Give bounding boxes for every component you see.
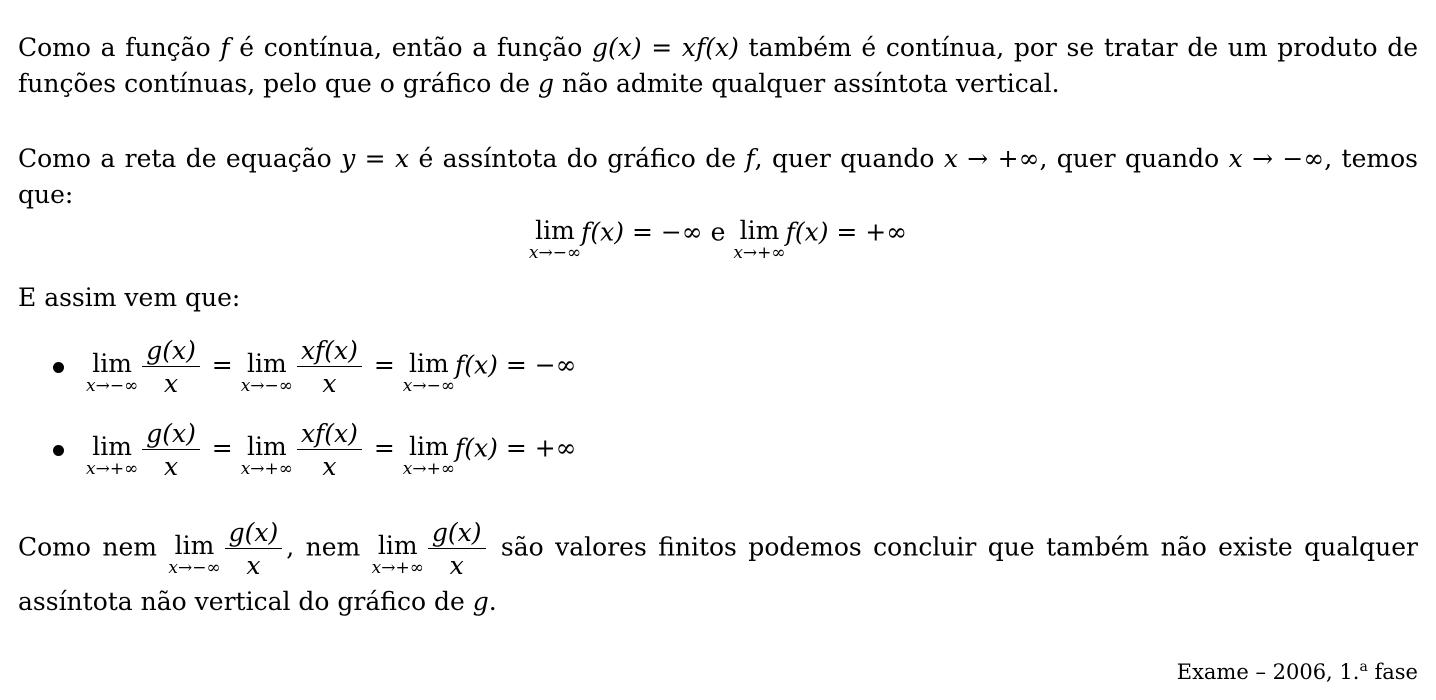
text: Como nem — [18, 532, 169, 562]
denominator: x — [246, 551, 261, 580]
numerator: xf(x) — [297, 421, 362, 450]
denominator: x — [164, 452, 179, 481]
text: Como a função — [18, 33, 221, 62]
text: é contínua, então a função — [229, 33, 592, 62]
numerator: g(x) — [142, 338, 200, 367]
fraction — [142, 338, 200, 396]
bullet-icon — [53, 445, 64, 456]
paragraph-intro-bullets: E assim vem que: — [18, 283, 241, 312]
lim-operator: lim — [535, 216, 575, 245]
lim-subscript: x→+∞ — [371, 558, 424, 578]
lim-subscript: x→−∞ — [168, 558, 221, 578]
text: , nem — [286, 532, 372, 562]
paragraph-conclusion — [18, 520, 1418, 626]
numerator: g(x) — [428, 520, 486, 549]
bullet-item-minus-inf: lim x→−∞ $\frac{g(x)}{x}$ = lim x→−∞ $\frac{xf(x)}{x}$ = lim x→−∞ f(x) = −∞ — [53, 338, 577, 396]
lim-operator: lim — [739, 216, 780, 245]
math-g: g — [472, 587, 489, 616]
fraction — [142, 421, 200, 479]
text: , temos que: — [18, 144, 1418, 209]
lim-operator: lim — [409, 349, 449, 378]
limit — [86, 351, 138, 395]
lim-operator: lim — [409, 432, 449, 461]
lim-subscript: x→+∞ — [402, 459, 456, 479]
math-x-to-plus-inf: x → +∞ — [943, 144, 1040, 173]
math-f: f — [745, 144, 755, 173]
limit-minus-inf — [529, 218, 581, 262]
bullet-item-plus-inf: lim x→+∞ $\frac{g(x)}{x}$ = lim x→+∞ $\frac{xf(x)}{x}$ = lim x→+∞ f(x) = +∞ — [53, 421, 577, 479]
limit-result: f(x) = +∞ — [455, 433, 577, 463]
lim-operator: lim — [377, 531, 418, 560]
bullet-icon — [53, 362, 64, 373]
lim-subscript: x→−∞ — [86, 376, 139, 396]
limit-result: f(x) = −∞ — [455, 350, 577, 380]
limit — [86, 434, 138, 478]
solution-page — [18, 0, 1418, 700]
limit — [241, 434, 293, 478]
text: é assíntota do gráfico de — [409, 144, 746, 173]
denominator: x — [322, 452, 337, 481]
limit-expression: f(x) = −∞ — [581, 217, 703, 247]
exam-source — [1177, 652, 1418, 687]
math-f: f — [220, 33, 230, 62]
exam-label: Exame – 2006, 1. — [1176, 660, 1360, 684]
lim-operator: lim — [246, 432, 287, 461]
limit — [168, 533, 220, 577]
lim-subscript: x→+∞ — [86, 459, 139, 479]
limit — [403, 351, 455, 395]
text: Como a reta de equação — [18, 144, 342, 173]
math-line-equation: y = x — [341, 144, 410, 173]
numerator: xf(x) — [297, 338, 362, 367]
denominator: x — [449, 551, 464, 580]
text: . — [488, 587, 497, 616]
limit — [372, 533, 424, 577]
limit — [403, 434, 455, 478]
paragraph-asymptote — [18, 141, 1418, 213]
text: são valores finitos podemos concluir que também não existe qualquer assíntota não vertical do gráfico de — [18, 532, 1418, 616]
math-g-definition: g(x) = xf(x) — [591, 33, 739, 62]
limit-plus-inf — [733, 218, 785, 262]
fraction — [428, 520, 486, 578]
fraction — [297, 421, 362, 479]
denominator: x — [322, 369, 337, 398]
lim-operator: lim — [174, 531, 215, 560]
lim-subscript: x→−∞ — [402, 376, 456, 396]
ordinal-superscript: a — [1359, 659, 1368, 675]
connector: e — [702, 217, 734, 247]
limit — [241, 351, 293, 395]
math-g: g — [538, 69, 555, 98]
display-limits — [18, 212, 1418, 263]
math-x-to-minus-inf: x → −∞ — [1228, 144, 1325, 173]
lim-subscript: x→−∞ — [240, 376, 293, 396]
lim-operator: lim — [246, 349, 287, 378]
numerator: g(x) — [142, 421, 200, 450]
text: não admite qualquer assíntota vertical. — [554, 69, 1060, 98]
text: , quer quando — [1039, 144, 1229, 173]
lim-operator: lim — [92, 432, 132, 461]
phase-label: fase — [1367, 660, 1418, 684]
numerator: g(x) — [225, 520, 283, 549]
fraction — [225, 520, 283, 578]
paragraph-continuity — [18, 30, 1418, 102]
lim-subscript: x→+∞ — [733, 243, 786, 263]
text: , quer quando — [754, 144, 944, 173]
lim-subscript: x→−∞ — [528, 243, 582, 263]
lim-operator: lim — [92, 349, 132, 378]
fraction — [297, 338, 362, 396]
lim-subscript: x→+∞ — [240, 459, 293, 479]
denominator: x — [164, 369, 179, 398]
text: também é contínua, por se tratar de um produto de funções contínuas, pelo que o gráfico de — [18, 33, 1418, 98]
limit-expression: f(x) = +∞ — [785, 217, 908, 247]
